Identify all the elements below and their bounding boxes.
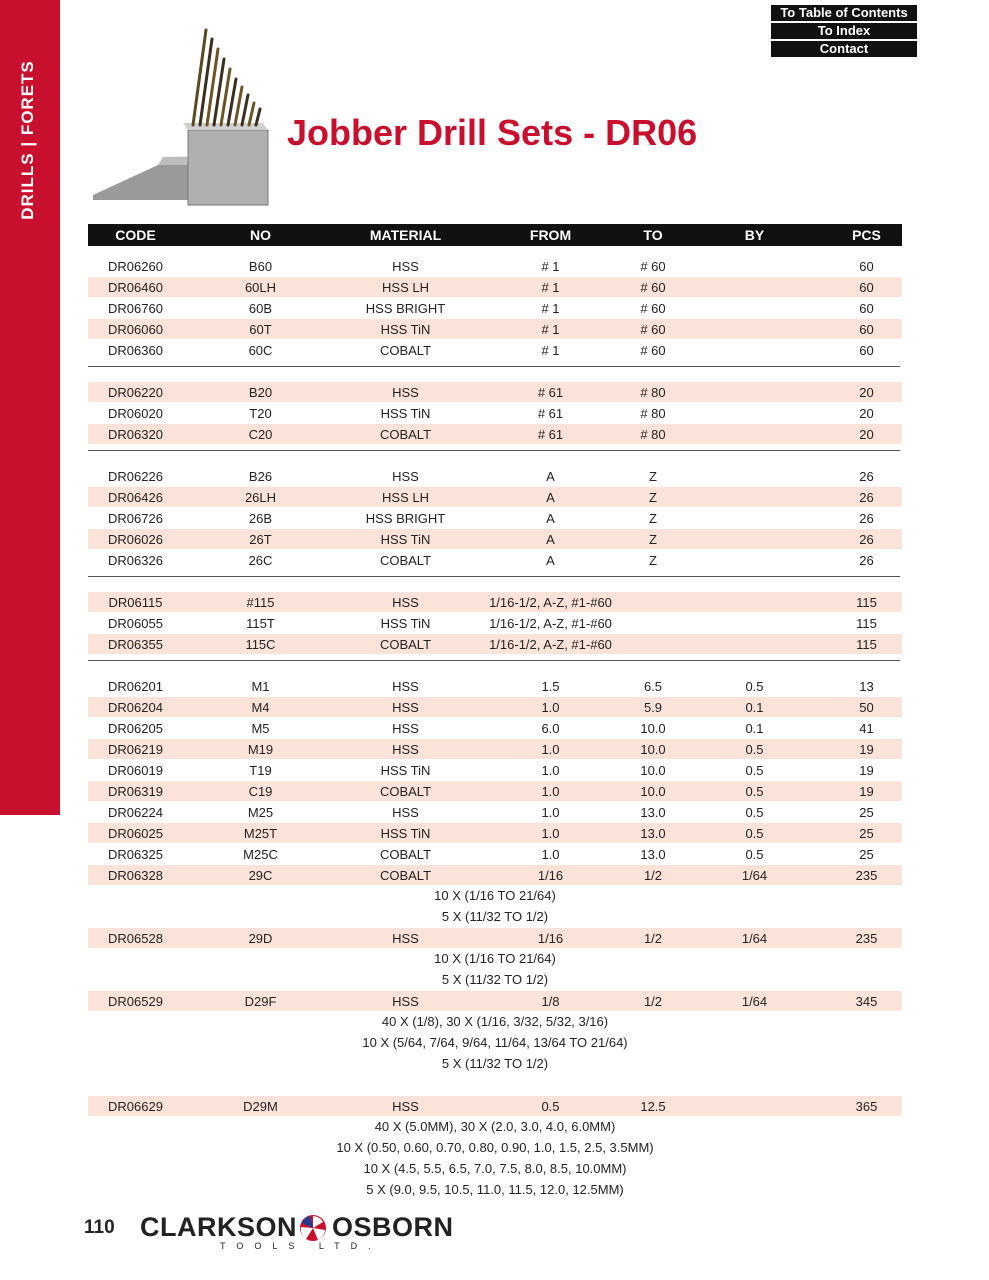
cell-pcs: 25 [859,804,874,820]
cell-code: DR06726 [108,510,163,526]
table-row [88,403,902,423]
cell-material: COBALT [379,552,432,568]
cell-material: HSS [392,1098,419,1114]
cell-from: # 1 [541,321,560,337]
cell-by: 0.5 [745,783,764,799]
logo-subtitle: TOOLS LTD. [220,1241,382,1251]
drill-set-table [88,224,902,1197]
col-by: BY [744,227,765,243]
table-row [88,277,902,297]
cell-by: 0.5 [745,804,764,820]
cell-by: 0.5 [745,825,764,841]
col-pcs: PCS [852,227,881,243]
cell-from: 1/16-1/2, A-Z, #1-#60 [489,636,612,652]
table-row [88,319,902,339]
cell-pcs: 19 [859,741,874,757]
cell-to: 12.5 [640,1098,666,1114]
cell-to: 13.0 [640,846,666,862]
cell-from: # 1 [541,300,560,316]
cell-no: M25 [247,804,274,820]
set-composition-note: 5 X (11/32 TO 1/2) [441,972,549,987]
cell-from: 1.0 [541,699,560,715]
cell-material: HSS [392,993,419,1009]
cell-to: 5.9 [643,699,663,715]
cell-code: DR06360 [108,342,163,358]
cell-pcs: 25 [859,825,874,841]
group-separator [88,576,900,577]
cell-material: COBALT [379,846,432,862]
cell-from: 1.0 [541,804,560,820]
cell-no: #115 [246,594,275,610]
cell-pcs: 26 [859,531,874,547]
cell-pcs: 60 [859,342,874,358]
cell-from: # 61 [537,384,564,400]
cell-to: Z [649,510,657,526]
cell-to: # 60 [640,279,666,295]
cell-to: 10.0 [640,741,666,757]
cell-no: 26LH [244,489,277,505]
table-row [88,802,902,822]
table-row [88,508,902,528]
cell-code: DR06219 [108,741,163,757]
cell-no: C20 [248,426,273,442]
set-composition-note: 5 X (11/32 TO 1/2) [441,909,549,924]
cell-no: 60B [248,300,273,316]
cell-from: 1/16-1/2, A-Z, #1-#60 [489,594,612,610]
cell-from: # 1 [541,258,560,274]
cell-pcs: 20 [859,405,874,421]
cell-to: # 60 [640,258,666,274]
table-row [88,781,902,801]
cell-material: HSS LH [382,489,429,505]
cell-material: HSS [392,930,419,946]
cell-to: 1/2 [643,867,663,883]
cell-from: 1/8 [541,993,560,1009]
set-composition-note: 10 X (4.5, 5.5, 6.5, 7.0, 7.5, 8.0, 8.5, 10.0MM) [363,1161,627,1176]
cell-from: 1/16 [537,867,564,883]
cell-code: DR06260 [108,258,163,274]
group-separator [88,366,900,367]
cell-from: 1.0 [541,783,560,799]
set-composition-note: 10 X (1/16 TO 21/64) [434,888,556,903]
cell-pcs: 115 [856,594,877,610]
table-row [88,844,902,864]
cell-pcs: 345 [855,993,878,1009]
table-row [88,697,902,717]
cell-to: # 80 [640,405,666,421]
cell-to: 10.0 [640,783,666,799]
set-composition-note: 5 X (11/32 TO 1/2) [441,1056,549,1071]
cell-pcs: 365 [855,1098,878,1114]
set-composition-note: 40 X (1/8), 30 X (1/16, 3/32, 5/32, 3/16) [381,1014,609,1029]
table-row [88,718,902,738]
cell-material: COBALT [379,867,432,883]
cell-no: 60T [249,321,272,337]
cell-material: HSS TiN [380,405,431,421]
cell-code: DR06528 [108,930,163,946]
cell-material: HSS [392,678,419,694]
cell-pcs: 20 [859,384,874,400]
cell-to: 10.0 [640,762,666,778]
cell-pcs: 26 [859,510,874,526]
cell-from: # 61 [537,426,564,442]
cell-code: DR06320 [108,426,163,442]
cell-by: 0.1 [745,720,764,736]
cell-to: 13.0 [640,804,666,820]
page-number: 110 [84,1217,115,1238]
col-code: CODE [115,227,156,243]
cell-pcs: 60 [859,300,874,316]
table-row [88,634,902,654]
cell-material: HSS BRIGHT [365,300,446,316]
cell-no: 29C [248,867,273,883]
cell-from: 1.0 [541,825,560,841]
table-row [88,739,902,759]
cell-code: DR06204 [108,699,163,715]
cell-from: A [546,552,555,568]
cell-from: 1.5 [541,678,560,694]
cell-code: DR06629 [108,1098,163,1114]
cell-material: HSS TiN [380,531,431,547]
company-logo [140,1212,460,1254]
cell-no: T19 [249,762,272,778]
cell-material: HSS [392,468,419,484]
cell-from: 0.5 [541,1098,560,1114]
table-row [88,592,902,612]
cell-pcs: 25 [859,846,874,862]
col-from: FROM [529,227,572,243]
cell-from: # 1 [541,279,560,295]
cell-pcs: 60 [859,279,874,295]
table-row [88,676,902,696]
table-row [88,865,902,885]
cell-from: # 61 [537,405,564,421]
cell-no: 115C [245,636,276,652]
col-to: TO [643,227,663,243]
cell-code: DR06460 [108,279,163,295]
cell-by: 0.5 [745,762,764,778]
cell-to: 6.5 [643,678,663,694]
cell-code: DR06328 [108,867,163,883]
cell-from: 1/16 [537,930,564,946]
cell-code: DR06055 [108,615,163,631]
cell-no: 60C [248,342,273,358]
cell-pcs: 26 [859,489,874,505]
cell-no: D29F [244,993,277,1009]
cell-no: 115T [246,615,275,631]
cell-no: D29M [243,1098,278,1114]
cell-to: 1/2 [643,930,663,946]
set-composition-note: 5 X (9.0, 9.5, 10.5, 11.0, 11.5, 12.0, 12.5MM) [366,1182,624,1197]
cell-by: 0.5 [745,846,764,862]
cell-pcs: 41 [859,720,874,736]
cell-no: M5 [251,720,270,736]
cell-code: DR06060 [108,321,163,337]
cell-material: HSS [392,258,419,274]
cell-to: 10.0 [640,720,666,736]
group-separator [88,660,900,661]
cell-to: 13.0 [640,825,666,841]
cell-from: 1/16-1/2, A-Z, #1-#60 [489,615,612,631]
cell-material: HSS BRIGHT [365,510,446,526]
table-row [88,256,902,276]
cell-no: M25T [243,825,278,841]
cell-to: Z [649,552,657,568]
cell-no: M25C [243,846,278,862]
cell-code: DR06201 [108,678,163,694]
page-title: Jobber Drill Sets - DR06 [287,112,698,153]
cell-no: B60 [248,258,273,274]
cell-material: HSS [392,741,419,757]
table-row [88,760,902,780]
cell-no: B26 [248,468,273,484]
index-link[interactable]: To Index [771,23,917,39]
cell-by: 1/64 [741,867,768,883]
cell-no: 26B [248,510,273,526]
cell-to: Z [649,531,657,547]
cell-code: DR06326 [108,552,163,568]
cell-no: 29D [248,930,273,946]
cell-from: 1.0 [541,762,560,778]
cell-from: A [546,489,555,505]
cell-no: T20 [249,405,272,421]
cell-material: HSS [392,699,419,715]
cell-by: 1/64 [741,930,768,946]
cell-no: M19 [247,741,274,757]
cell-pcs: 13 [859,678,874,694]
cell-material: HSS LH [382,279,429,295]
table-row [88,613,902,633]
cell-code: DR06025 [108,825,163,841]
cell-material: HSS [392,720,419,736]
cell-from: # 1 [541,342,560,358]
col-material: MATERIAL [369,227,442,243]
cell-code: DR06529 [108,993,163,1009]
table-row [88,298,902,318]
side-tab [0,0,60,815]
cell-no: C19 [248,783,273,799]
cell-code: DR06026 [108,531,163,547]
cell-from: 6.0 [541,720,560,736]
cell-pcs: 26 [859,552,874,568]
cell-material: HSS TiN [380,321,431,337]
table-row [88,466,902,486]
table-row [88,1096,902,1116]
set-composition-note: 10 X (5/64, 7/64, 9/64, 11/64, 13/64 TO 21/64) [362,1035,628,1050]
nav-links [771,5,917,59]
cell-material: COBALT [379,783,432,799]
cell-material: HSS [392,384,419,400]
cell-no: M4 [251,699,270,715]
cell-code: DR06426 [108,489,163,505]
group-separator [88,450,900,451]
cell-code: DR06319 [108,783,163,799]
cell-to: # 80 [640,384,666,400]
set-composition-note: 10 X (1/16 TO 21/64) [434,951,556,966]
cell-to: 1/2 [643,993,663,1009]
cell-pcs: 115 [856,615,877,631]
table-row [88,928,902,948]
cell-code: DR06020 [108,405,163,421]
cell-code: DR06355 [108,636,163,652]
cell-material: HSS TiN [380,615,431,631]
cell-to: # 60 [640,321,666,337]
cell-pcs: 19 [859,783,874,799]
cell-code: DR06019 [108,762,163,778]
set-composition-note: 40 X (5.0MM), 30 X (2.0, 3.0, 4.0, 6.0MM) [374,1119,616,1134]
cell-from: 1.0 [541,846,560,862]
cell-from: A [546,531,555,547]
drill-set-image [88,25,278,210]
cell-pcs: 60 [859,321,874,337]
cell-to: # 60 [640,342,666,358]
table-row [88,529,902,549]
cell-from: A [546,510,555,526]
cell-code: DR06325 [108,846,163,862]
set-composition-note: 10 X (0.50, 0.60, 0.70, 0.80, 0.90, 1.0, 1.5, 2.5, 3.5MM) [336,1140,654,1155]
cell-pcs: 26 [859,468,874,484]
cell-code: DR06205 [108,720,163,736]
cell-code: DR06220 [108,384,163,400]
cell-no: M1 [251,678,270,694]
cell-code: DR06226 [108,468,163,484]
cell-to: # 80 [640,426,666,442]
logo-left: CLARKSON [140,1212,297,1242]
cell-material: COBALT [379,426,432,442]
contact-link[interactable]: Contact [771,41,917,57]
cell-pcs: 19 [859,762,874,778]
cell-pcs: 235 [855,930,878,946]
cell-material: HSS [392,594,419,610]
cell-by: 0.1 [745,699,764,715]
table-row [88,382,902,402]
cell-by: 1/64 [741,993,768,1009]
table-header [88,224,902,246]
cell-no: 26T [249,531,272,547]
cell-pcs: 115 [856,636,877,652]
cell-pcs: 20 [859,426,874,442]
cell-material: HSS TiN [380,762,431,778]
cell-material: COBALT [379,342,432,358]
cell-to: Z [649,468,657,484]
table-row [88,550,902,570]
cell-pcs: 50 [859,699,874,715]
table-row [88,424,902,444]
cell-to: Z [649,489,657,505]
cell-no: B20 [248,384,273,400]
cell-by: 0.5 [745,678,764,694]
cell-code: DR06115 [108,594,163,610]
table-row [88,340,902,360]
table-of-contents-link[interactable]: To Table of Contents [771,5,917,21]
cell-to: # 60 [640,300,666,316]
cell-material: HSS [392,804,419,820]
table-row [88,991,902,1011]
cell-material: HSS TiN [380,825,431,841]
table-row [88,487,902,507]
side-tab-label: DRILLS | FORETS [18,60,37,220]
table-row [88,823,902,843]
cell-no: 26C [248,552,273,568]
cell-code: DR06224 [108,804,163,820]
logo-mark-icon [298,1214,328,1242]
cell-no: 60LH [244,279,277,295]
col-no: NO [250,227,271,243]
cell-code: DR06760 [108,300,163,316]
cell-by: 0.5 [745,741,764,757]
cell-pcs: 235 [855,867,878,883]
logo-right: OSBORN [332,1212,454,1242]
cell-from: 1.0 [541,741,560,757]
cell-material: COBALT [379,636,432,652]
cell-pcs: 60 [859,258,874,274]
cell-from: A [546,468,555,484]
